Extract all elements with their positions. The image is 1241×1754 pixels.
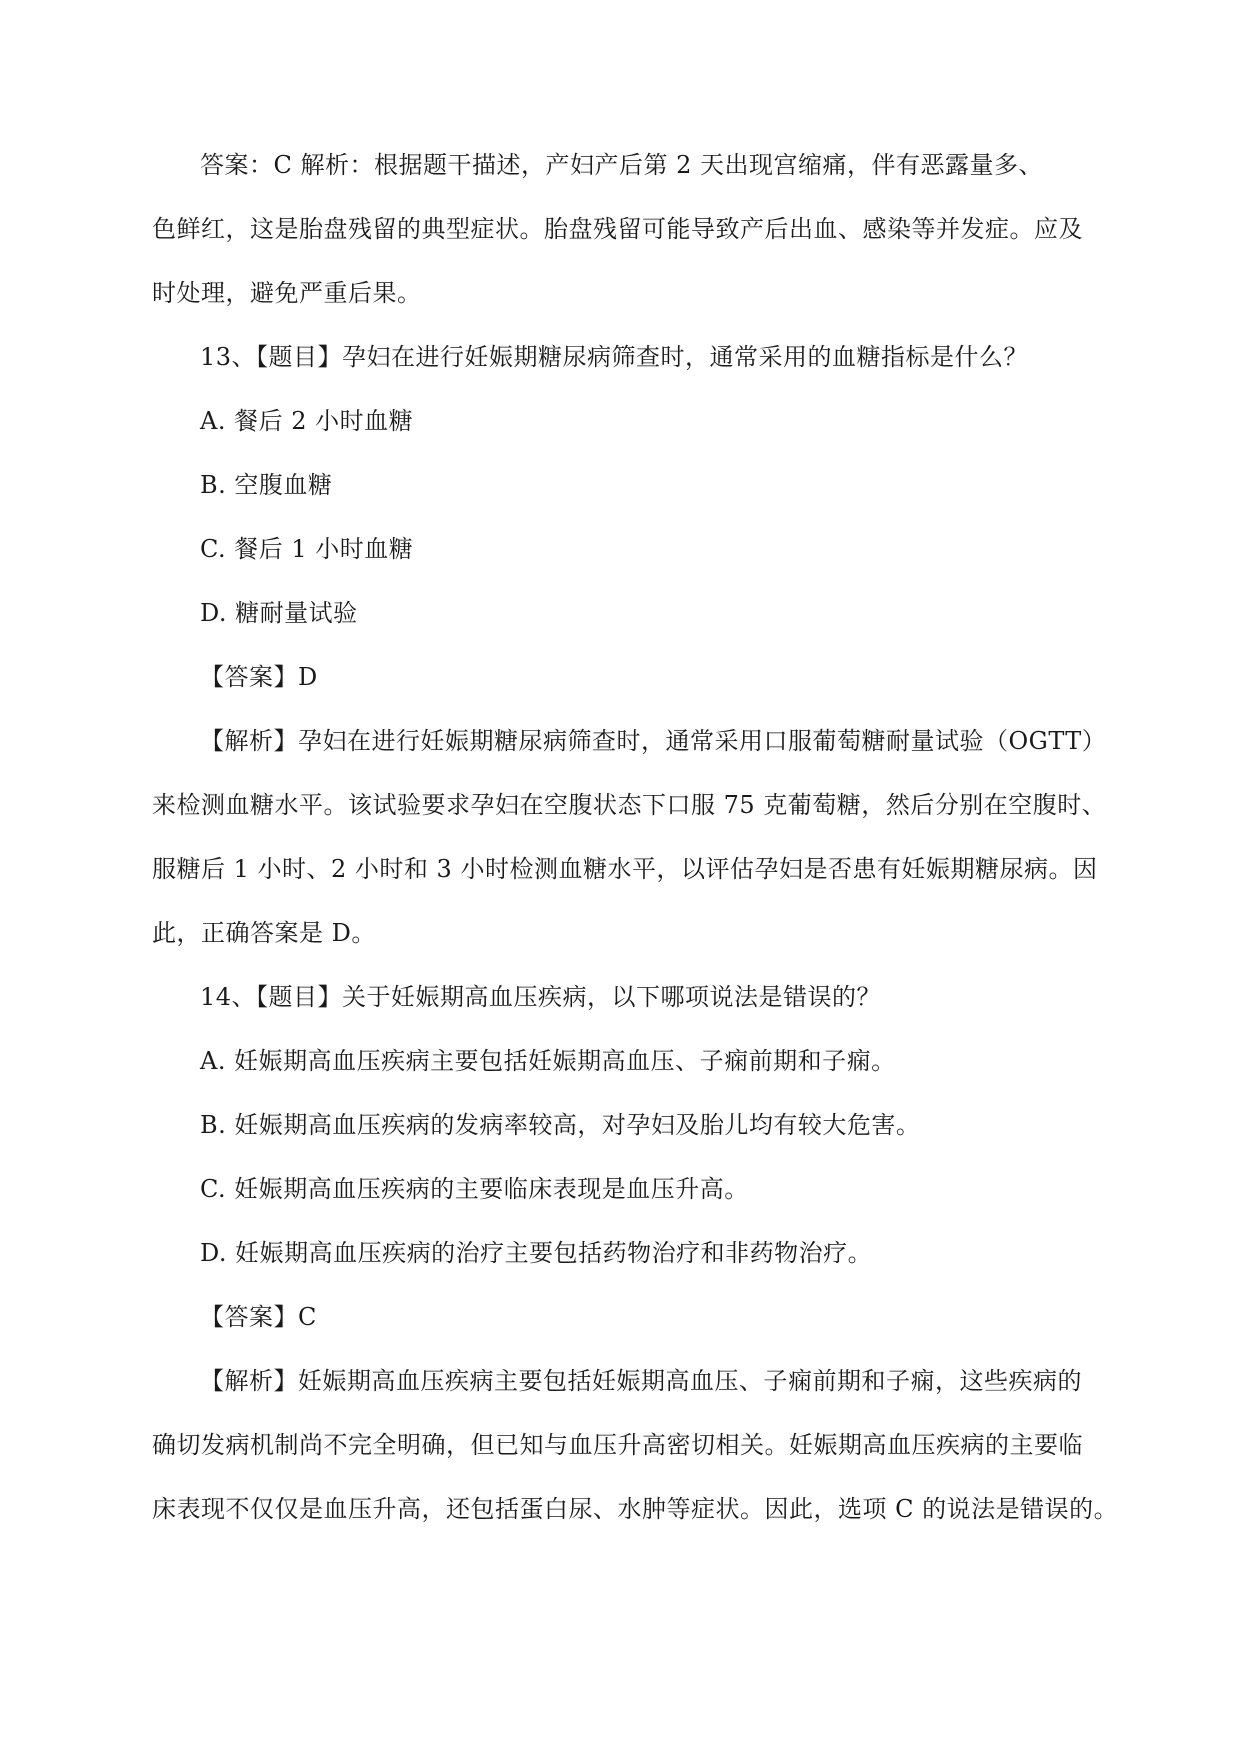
q14-explanation-line-3: 床表现不仅仅是血压升高，还包括蛋白尿、水肿等症状。因此，选项 C 的说法是错误的。 — [152, 1495, 1119, 1523]
q13-explanation-line-2: 来检测血糖水平。该试验要求孕妇在空腹状态下口服 75 克葡萄糖，然后分别在空腹时、 — [152, 791, 1107, 819]
prev-answer-line-3: 时处理，避免严重后果。 — [152, 279, 422, 307]
q14-explanation-line-1: 【解析】妊娠期高血压疾病主要包括妊娠期高血压、子痫前期和子痫，这些疾病的 — [200, 1367, 1082, 1395]
q14-answer: 【答案】C — [200, 1303, 317, 1331]
q14-option-a: A. 妊娠期高血压疾病主要包括妊娠期高血压、子痫前期和子痫。 — [200, 1047, 896, 1075]
prev-answer-line-1: 答案：C 解析：根据题干描述，产妇产后第 2 天出现宫缩痛，伴有恶露量多、 — [200, 151, 1044, 179]
q13-option-a: A. 餐后 2 小时血糖 — [200, 407, 414, 435]
q13-answer: 【答案】D — [200, 663, 318, 691]
q14-option-c: C. 妊娠期高血压疾病的主要临床表现是血压升高。 — [200, 1175, 749, 1203]
q13-explanation-line-4: 此，正确答案是 D。 — [152, 919, 376, 947]
q14-question: 14、【题目】关于妊娠期高血压疾病，以下哪项说法是错误的？ — [200, 983, 882, 1011]
q13-question: 13、【题目】孕妇在进行妊娠期糖尿病筛查时，通常采用的血糖指标是什么？ — [200, 343, 1029, 371]
q13-explanation-line-1: 【解析】孕妇在进行妊娠期糖尿病筛查时，通常采用口服葡萄糖耐量试验（OGTT） — [200, 727, 1107, 755]
q13-option-d: D. 糖耐量试验 — [200, 599, 358, 627]
q14-option-d: D. 妊娠期高血压疾病的治疗主要包括药物治疗和非药物治疗。 — [200, 1239, 873, 1267]
q14-option-b: B. 妊娠期高血压疾病的发病率较高，对孕妇及胎儿均有较大危害。 — [200, 1111, 921, 1139]
q14-explanation-line-2: 确切发病机制尚不完全明确，但已知与血压升高密切相关。妊娠期高血压疾病的主要临 — [152, 1431, 1083, 1459]
q13-explanation-line-3: 服糖后 1 小时、2 小时和 3 小时检测血糖水平，以评估孕妇是否患有妊娠期糖尿病。因 — [152, 855, 1098, 883]
prev-answer-line-2: 色鲜红，这是胎盘残留的典型症状。胎盘残留可能导致产后出血、感染等并发症。应及 — [152, 215, 1083, 243]
q13-option-b: B. 空腹血糖 — [200, 471, 333, 499]
q13-option-c: C. 餐后 1 小时血糖 — [200, 535, 414, 563]
